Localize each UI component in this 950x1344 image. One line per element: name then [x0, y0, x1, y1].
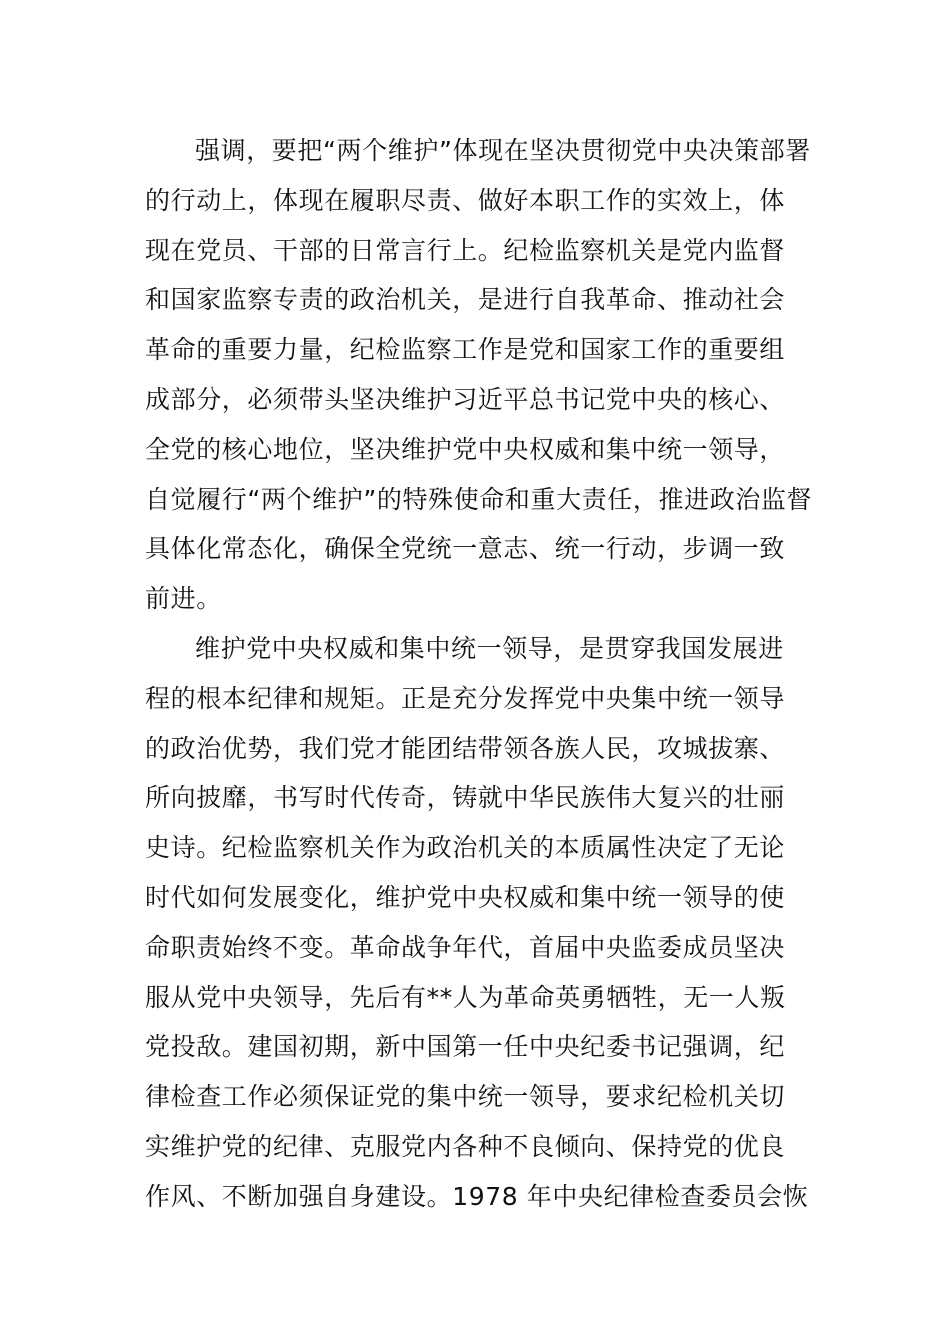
text-line: 时代如何发展变化，维护党中央权威和集中统一领导的使 — [145, 882, 786, 912]
text-line: 实维护党的纪律、克服党内各种不良倾向、保持党的优良 — [145, 1131, 786, 1161]
text-line: 程的根本纪律和规矩。正是充分发挥党中央集中统一领导 — [145, 683, 786, 713]
text-line: 全党的核心地位，坚决维护党中央权威和集中统一领导， — [145, 434, 786, 464]
paragraph-2 — [145, 624, 807, 1222]
text-line: 的政治优势，我们党才能团结带领各族人民，攻城拔寨、 — [145, 733, 786, 763]
text-line: 维护党中央权威和集中统一领导，是贯穿我国发展进 — [195, 633, 784, 663]
text-line: 所向披靡，书写时代传奇，铸就中华民族伟大复兴的壮丽 — [145, 783, 786, 813]
text-line: 的行动上，体现在履职尽责、做好本职工作的实效上，体 — [145, 185, 786, 215]
text-line: 命职责始终不变。革命战争年代，首届中央监委成员坚决 — [145, 932, 786, 962]
paragraph-1 — [145, 126, 813, 624]
text-line: 和国家监察专责的政治机关，是进行自我革命、推动社会 — [145, 285, 786, 315]
body-text — [145, 126, 813, 1222]
text-line: 前进。 — [145, 584, 222, 614]
text-line: 党投敌。建国初期，新中国第一任中央纪委书记强调，纪 — [145, 1032, 786, 1062]
text-line: 现在党员、干部的日常言行上。纪检监察机关是党内监督 — [145, 235, 786, 265]
text-line: 史诗。纪检监察机关作为政治机关的本质属性决定了无论 — [145, 833, 786, 863]
text-line: 具体化常态化，确保全党统一意志、统一行动，步调一致 — [145, 534, 786, 564]
text-line: 革命的重要力量，纪检监察工作是党和国家工作的重要组 — [145, 335, 786, 365]
text-line: 强调，要把“两个维护”体现在坚决贯彻党中央决策部署 — [195, 136, 811, 165]
text-line: 作风、不断加强自身建设。1978 年中央纪律检查委员会恢 — [145, 1181, 809, 1211]
text-line: 成部分，必须带头坚决维护习近平总书记党中央的核心、 — [145, 384, 786, 414]
text-line: 服从党中央领导，先后有**人为革命英勇牺牲，无一人叛 — [145, 982, 786, 1012]
text-line: 律检查工作必须保证党的集中统一领导，要求纪检机关切 — [145, 1082, 786, 1112]
text-line: 自觉履行“两个维护”的特殊使命和重大责任，推进政治监督 — [145, 484, 813, 514]
